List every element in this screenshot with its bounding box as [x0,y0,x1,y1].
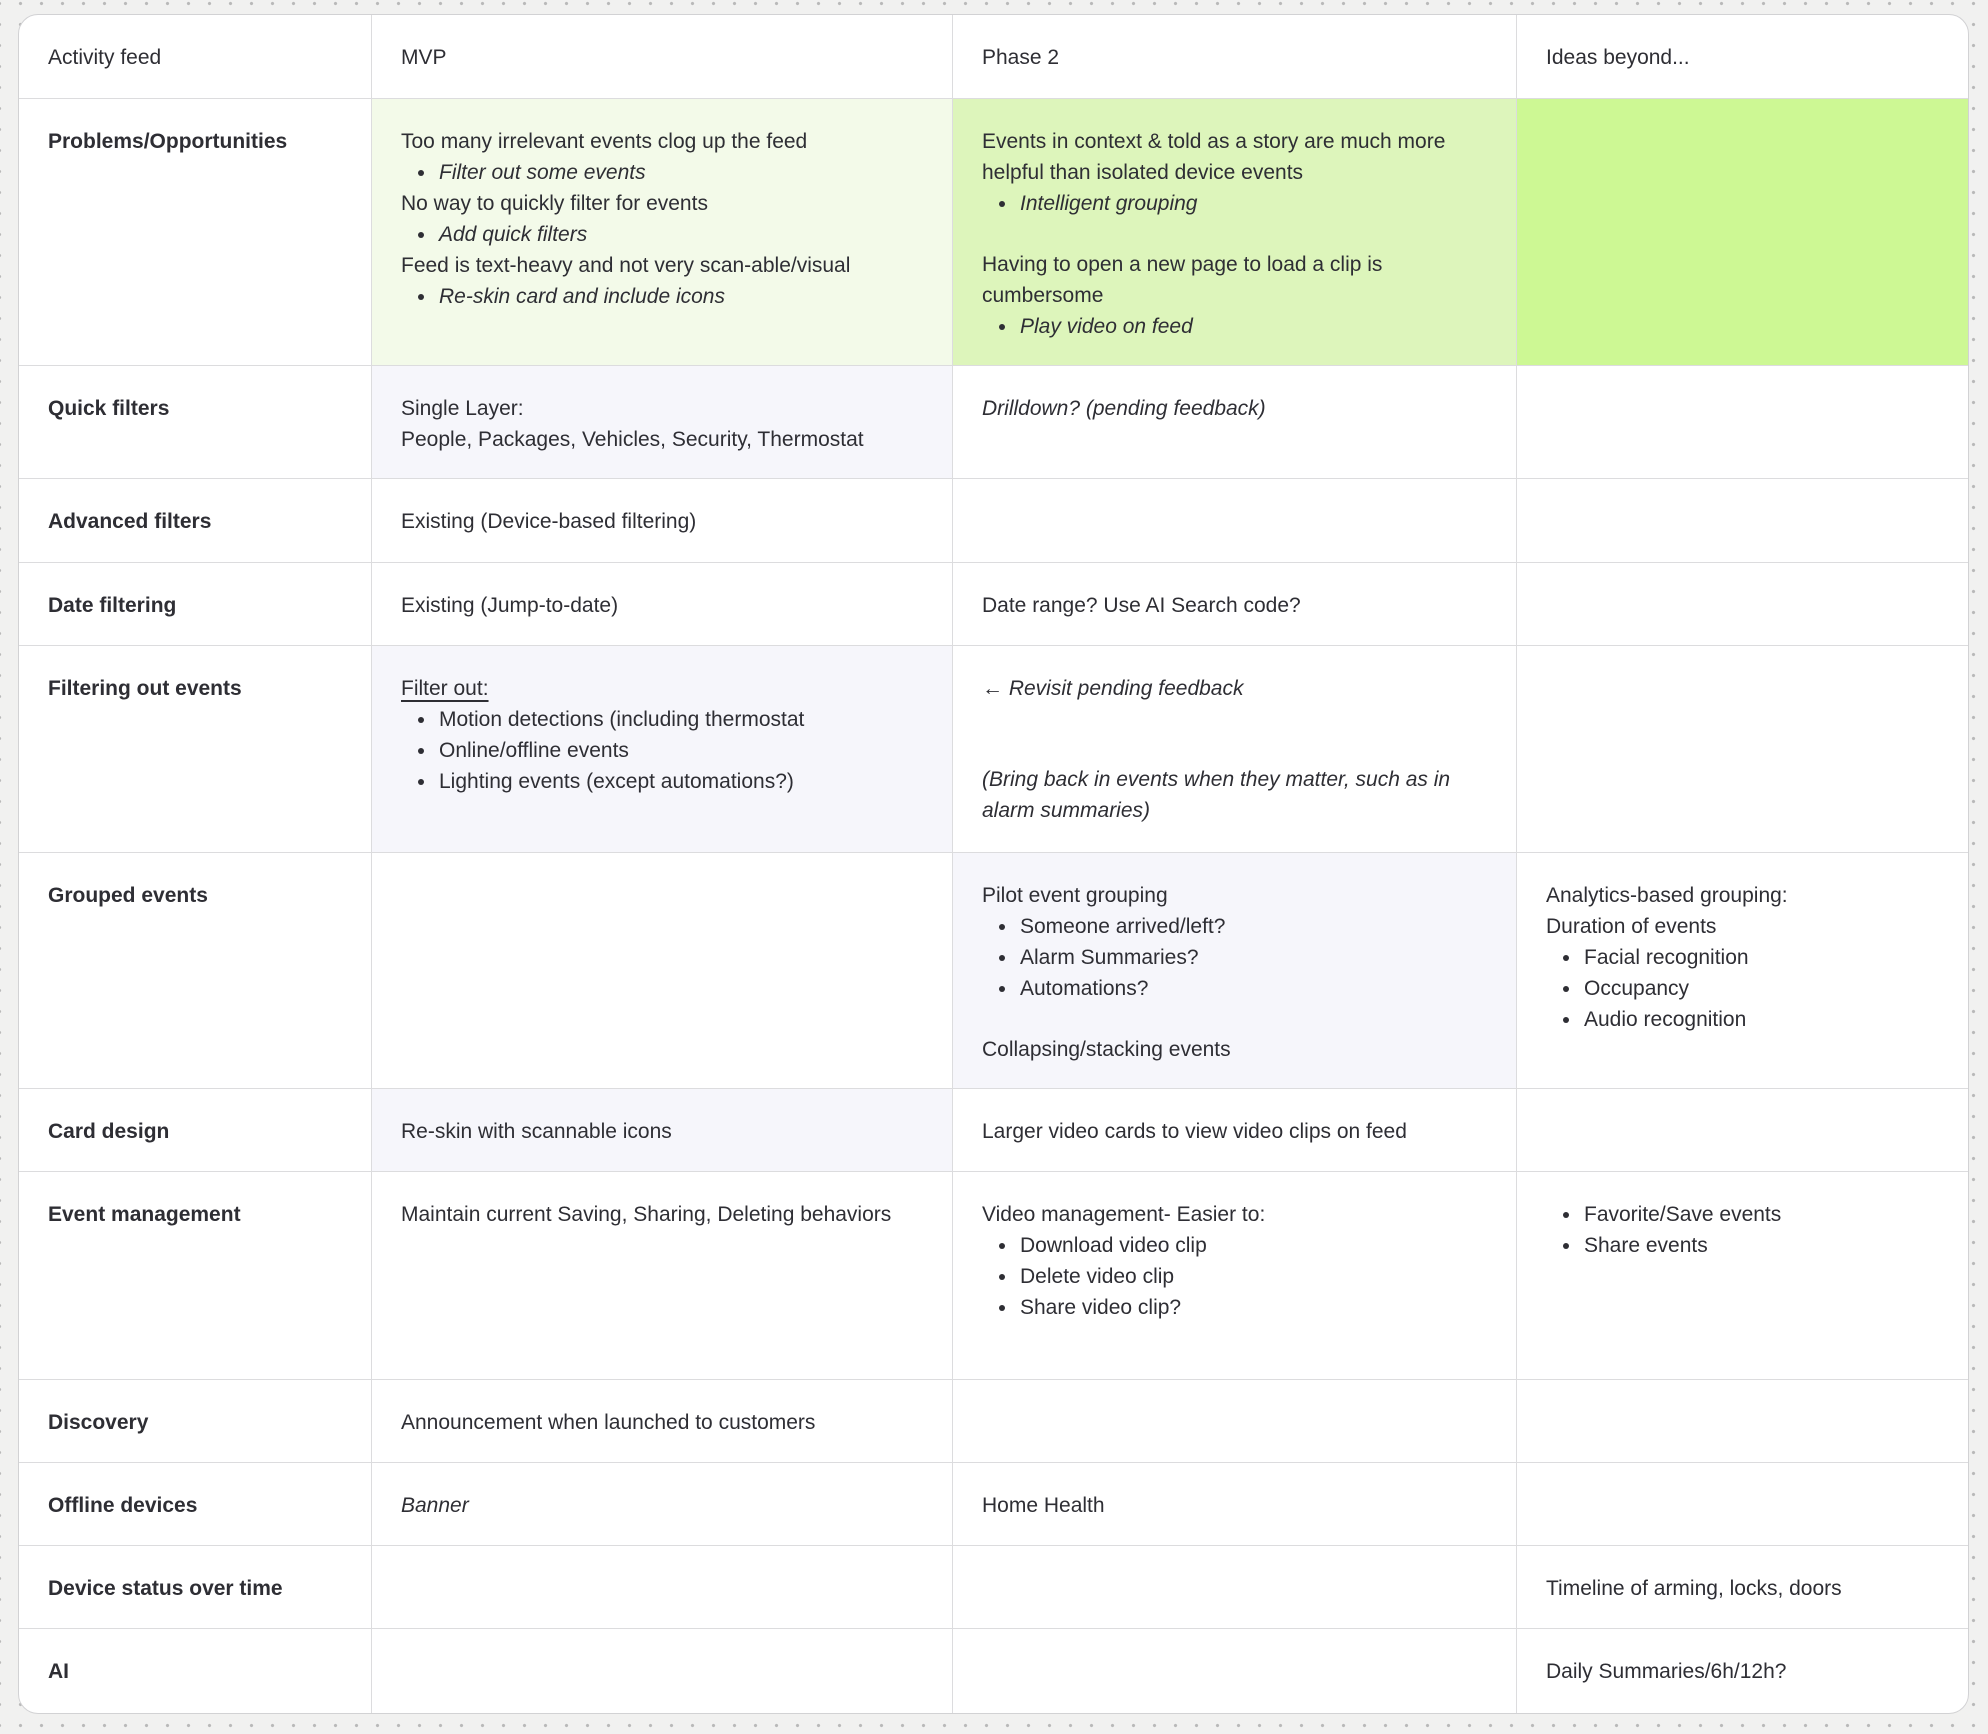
cell-text: Daily Summaries/6h/12h? [1546,1660,1787,1683]
cell-text: Banner [401,1494,469,1517]
table-cell-card-design-phase2[interactable] [953,1089,1517,1172]
table-cell-device-status-over-time-mvp[interactable] [372,1546,953,1629]
table-cell-advanced-filters-mvp[interactable] [372,479,953,563]
table-cell-filtering-out-events-mvp[interactable] [372,646,953,853]
column-header-activity-feed[interactable] [19,15,372,99]
table-cell-card-design-ideas[interactable] [1517,1089,1969,1172]
cell-text: People, Packages, Vehicles, Security, Thermostat [401,428,864,451]
bullet-list [1546,1199,1944,1261]
bullet-list [982,911,1490,1004]
cell-text: Duration of events [1546,915,1717,938]
feature-planning-table [18,14,1969,1714]
spacer [982,219,1490,249]
cell-text: Announcement when launched to customers [401,1411,816,1434]
table-cell-quick-filters-ideas[interactable] [1517,366,1969,479]
cell-text: Phase 2 [982,46,1060,69]
cell-text: Ideas beyond... [1546,46,1690,69]
table-cell-offline-devices-ideas[interactable] [1517,1463,1969,1546]
cell-text: Analytics-based grouping: [1546,884,1788,907]
row-label-offline-devices[interactable] [19,1463,372,1546]
bullet-item: • Audio recognition [1582,1004,1944,1035]
table-cell-event-management-mvp[interactable] [372,1172,953,1380]
column-header-phase-2[interactable] [953,15,1517,99]
bullet-item: • Favorite/Save events [1582,1199,1944,1230]
bullet-item: • Occupancy [1582,973,1944,1004]
table-cell-advanced-filters-phase2[interactable] [953,479,1517,563]
table-cell-advanced-filters-ideas[interactable] [1517,479,1969,563]
table-cell-date-filtering-phase2[interactable] [953,563,1517,646]
table-cell-ai-mvp[interactable] [372,1629,953,1713]
table-cell-discovery-phase2[interactable] [953,1380,1517,1463]
table-cell-device-status-over-time-phase2[interactable] [953,1546,1517,1629]
cell-text: Maintain current Saving, Sharing, Deleting behaviors [401,1203,892,1226]
cell-text: Events in context & told as a story are much more helpful than isolated device events [982,130,1446,184]
row-label-discovery[interactable] [19,1380,372,1463]
cell-text: Timeline of arming, locks, doors [1546,1577,1842,1600]
column-header-mvp[interactable] [372,15,953,99]
table-cell-offline-devices-mvp[interactable] [372,1463,953,1546]
bullet-item: • Online/offline events [437,735,926,766]
bullet-item: • Share video clip? [1018,1292,1490,1323]
cell-text: Too many irrelevant events clog up the feed [401,130,808,153]
row-label-card-design[interactable] [19,1089,372,1172]
cell-text: Existing (Device-based filtering) [401,510,697,533]
cell-text: Filter out: [401,677,489,700]
table-cell-card-design-mvp[interactable] [372,1089,953,1172]
cell-text: AI [48,1660,69,1683]
cell-text: Date filtering [48,594,177,617]
table-cell-ai-ideas[interactable] [1517,1629,1969,1713]
cell-text: Collapsing/stacking events [982,1038,1231,1061]
bullet-list [982,188,1490,219]
table-cell-filtering-out-events-phase2[interactable] [953,646,1517,853]
table-cell-ai-phase2[interactable] [953,1629,1517,1713]
bullet-item: • Download video clip [1018,1230,1490,1261]
cell-text: Grouped events [48,884,208,907]
cell-text: Video management- Easier to: [982,1203,1266,1226]
bullet-item: • Filter out some events [437,157,926,188]
cell-text: MVP [401,46,447,69]
cell-text: Discovery [48,1411,149,1434]
cell-text: Device status over time [48,1577,283,1600]
table-cell-filtering-out-events-ideas[interactable] [1517,646,1969,853]
row-label-device-status-over-time[interactable] [19,1546,372,1629]
table-cell-problems-opportunities-mvp[interactable] [372,99,953,366]
cell-text: Feed is text-heavy and not very scan-able/visual [401,254,851,277]
spacer [982,704,1490,734]
cell-text: No way to quickly filter for events [401,192,708,215]
bullet-list [401,219,926,250]
spacer [982,1004,1490,1034]
cell-text: Drilldown? (pending feedback) [982,397,1266,420]
row-label-filtering-out-events[interactable] [19,646,372,853]
cell-text: Activity feed [48,46,162,69]
row-label-grouped-events[interactable] [19,853,372,1089]
cell-text: Date range? Use AI Search code? [982,594,1301,617]
bullet-item: • Lighting events (except automations?) [437,766,926,797]
table-cell-problems-opportunities-phase2[interactable] [953,99,1517,366]
bullet-item: • Motion detections (including thermostat [437,704,926,735]
column-header-ideas-beyond[interactable] [1517,15,1969,99]
cell-text: Event management [48,1203,241,1226]
table-cell-offline-devices-phase2[interactable] [953,1463,1517,1546]
cell-text: Quick filters [48,397,170,420]
table-cell-date-filtering-mvp[interactable] [372,563,953,646]
row-label-event-management[interactable] [19,1172,372,1380]
table-cell-problems-opportunities-ideas[interactable] [1517,99,1969,366]
bullet-item: • Re-skin card and include icons [437,281,926,312]
bullet-item: • Someone arrived/left? [1018,911,1490,942]
row-label-quick-filters[interactable] [19,366,372,479]
cell-text: Card design [48,1120,170,1143]
bullet-item: • Share events [1582,1230,1944,1261]
bullet-list [982,311,1490,342]
cell-text: Offline devices [48,1494,198,1517]
table-cell-device-status-over-time-ideas[interactable] [1517,1546,1969,1629]
table-cell-grouped-events-ideas[interactable] [1517,853,1969,1089]
bullet-list [982,1230,1490,1323]
cell-text: Home Health [982,1494,1105,1517]
bullet-list [401,704,926,797]
bullet-list [1546,942,1944,1035]
cell-text: Advanced filters [48,510,212,533]
row-label-ai[interactable] [19,1629,372,1713]
cell-text: Problems/Opportunities [48,130,288,153]
table-cell-event-management-ideas[interactable] [1517,1172,1969,1380]
cell-text: Re-skin with scannable icons [401,1120,672,1143]
bullet-item: • Alarm Summaries? [1018,942,1490,973]
bullet-item: • Intelligent grouping [1018,188,1490,219]
row-label-date-filtering[interactable] [19,563,372,646]
cell-text: Pilot event grouping [982,884,1168,907]
table-cell-quick-filters-mvp[interactable] [372,366,953,479]
bullet-item: • Add quick filters [437,219,926,250]
cell-text: Having to open a new page to load a clip is cumbersome [982,253,1383,307]
table-cell-event-management-phase2[interactable] [953,1172,1517,1380]
row-label-problems-opportunities[interactable] [19,99,372,366]
table-cell-quick-filters-phase2[interactable] [953,366,1517,479]
cell-text: ← Revisit pending feedback [982,677,1244,700]
bullet-list [401,157,926,188]
bullet-list [401,281,926,312]
table-cell-date-filtering-ideas[interactable] [1517,563,1969,646]
table-cell-discovery-mvp[interactable] [372,1380,953,1463]
bullet-item: • Play video on feed [1018,311,1490,342]
cell-text: Larger video cards to view video clips on feed [982,1120,1407,1143]
table-cell-discovery-ideas[interactable] [1517,1380,1969,1463]
table-cell-grouped-events-mvp[interactable] [372,853,953,1089]
bullet-item: • Facial recognition [1582,942,1944,973]
spacer [982,734,1490,764]
cell-text: Filtering out events [48,677,242,700]
bullet-item: • Delete video clip [1018,1261,1490,1292]
bullet-item: • Automations? [1018,973,1490,1004]
cell-text: Existing (Jump-to-date) [401,594,619,617]
cell-text: Single Layer: [401,397,524,420]
table-cell-grouped-events-phase2[interactable] [953,853,1517,1089]
row-label-advanced-filters[interactable] [19,479,372,563]
cell-text: (Bring back in events when they matter, such as in alarm summaries) [982,768,1451,822]
